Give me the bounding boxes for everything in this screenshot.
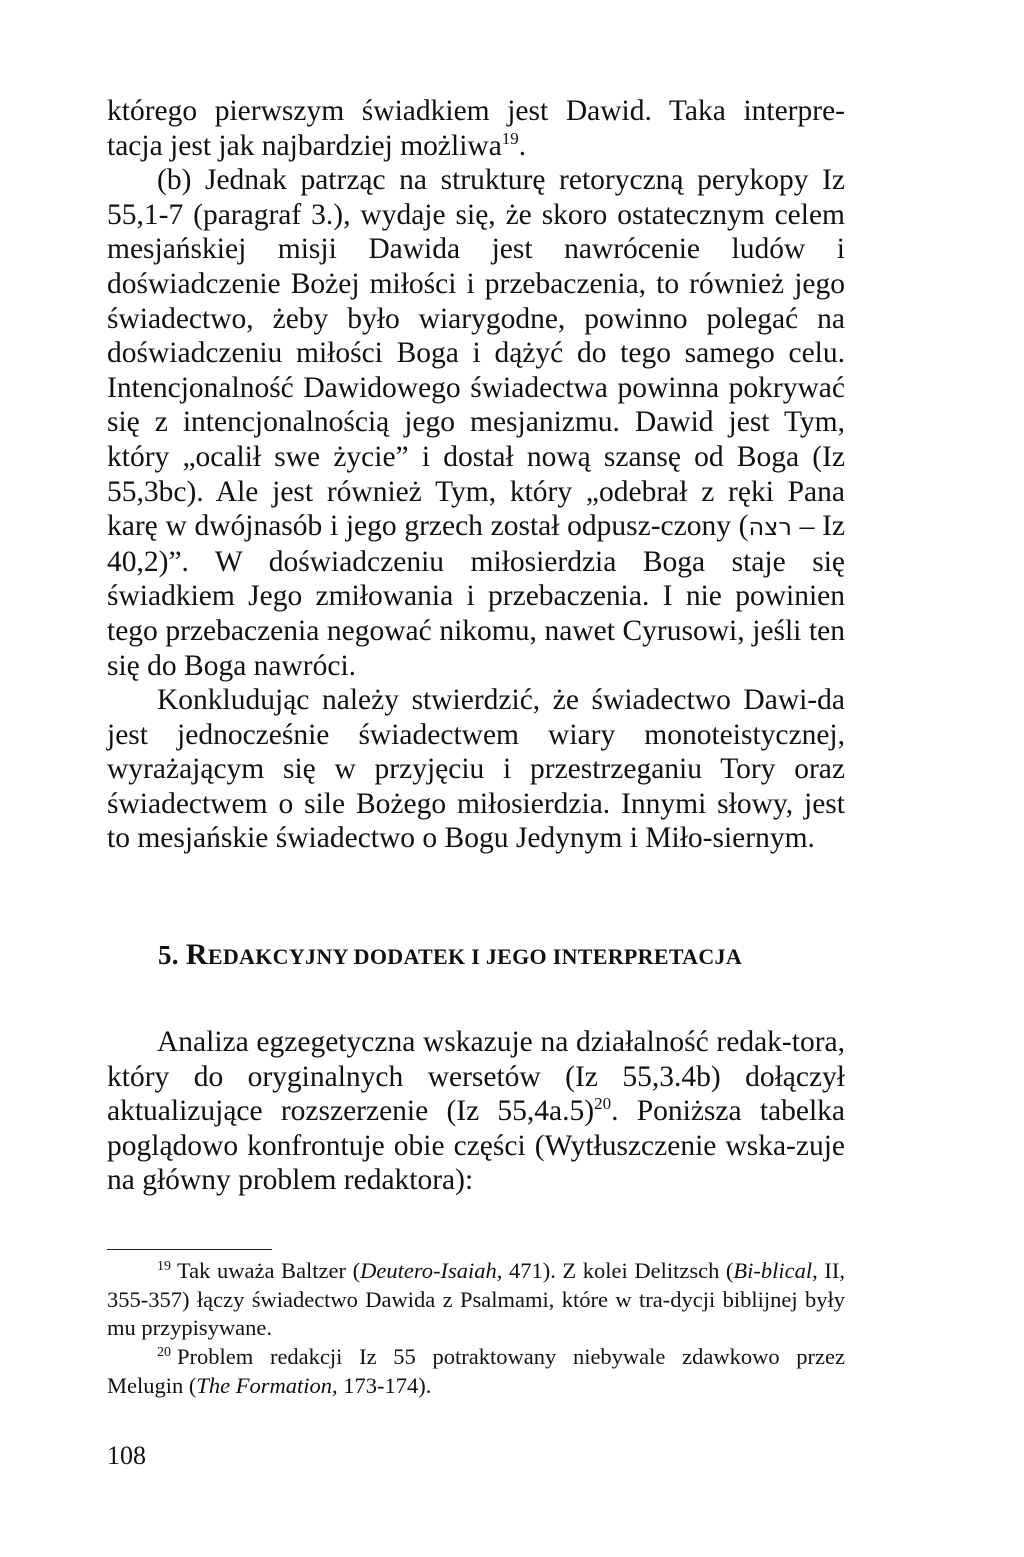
- paragraph-3: Konkludując należy stwierdzić, że świadectwo Dawi-da jest jednocześnie świadectwem wiary monoteistycznej, wyrażającym się w przyjęciu i przestrzeganiu Tory oraz świadectwem o sile Bożego miłosierdzia. Innymi słowy, jest to mesjańskie świadectwo o Bogu Jedynym i Miło-siernym.: [107, 684, 845, 855]
- footnote-20-number: 20: [157, 1344, 171, 1360]
- paragraph-1: [107, 94, 845, 163]
- hebrew-word: רצה: [748, 513, 792, 542]
- section-number: 5.: [158, 940, 179, 970]
- footnote-19-text-3: , II, 355-357) łączy świadectwo Dawida z Psalmami, które w tra-dycji biblijnej były mu przypisywane.: [107, 1258, 845, 1341]
- footnote-ref-19[interactable]: 19: [501, 128, 519, 148]
- footnote-19: [107, 1257, 845, 1343]
- footnote-20: [107, 1343, 845, 1400]
- footnote-19-number: 19: [157, 1258, 171, 1274]
- footnote-20-text-2: , 173-174).: [332, 1372, 432, 1398]
- footnote-20-title-1: The Formation: [196, 1372, 333, 1398]
- page-number: 108: [107, 1441, 146, 1470]
- section-body: [107, 1025, 845, 1198]
- paragraph-4-text-before: Analiza egzegetyczna wskazuje na działalność redak-tora, który do oryginalnych wersetów (Iz 55,3.4b) dołączył aktualizujące rozszerzenie (Iz 55,4a.5): [107, 1026, 845, 1128]
- section-title-rest: EDAKCYJNY DODATEK I JEGO INTERPRETACJA: [207, 944, 743, 969]
- footnote-19-text-1: Tak uważa Baltzer (: [177, 1258, 361, 1283]
- footnote-20-text-1: Problem redakcji Iz 55 potraktowany niebywale zdawkowo przez Melugin (: [107, 1344, 845, 1398]
- section-title-first-letter: R: [185, 938, 208, 971]
- footnote-19-title-2: Bi-blical: [733, 1258, 813, 1283]
- footnote-19-title-1: Deutero-Isaiah: [360, 1258, 497, 1283]
- paragraph-2-text-after: – Iz 40,2)”. W doświadczeniu miłosierdzia Boga staje się świadkiem Jego zmiłowania i przebaczenia. I nie powinien tego przebaczenia negować nikomu, nawet Cyrusowi, jeśli ten się do Boga nawróci.: [107, 510, 846, 682]
- footnote-ref-20[interactable]: 20: [594, 1094, 612, 1114]
- footnotes: [107, 1257, 845, 1401]
- paragraph-4: [107, 1025, 845, 1198]
- paragraph-1-line-2: tacja jest jak najbardziej możliwa: [107, 129, 502, 162]
- paragraph-1-line-2-end: .: [518, 129, 527, 162]
- footnote-divider: [107, 1249, 272, 1250]
- section-heading: [158, 938, 858, 972]
- footnote-19-text-2: , 471). Z kolei Delitzsch (: [496, 1258, 734, 1283]
- paragraph-1-line-1: którego pierwszym świadkiem jest Dawid. Taka interpre-: [107, 95, 845, 127]
- body-text: [107, 94, 845, 856]
- paragraph-2-text-before: (b) Jednak patrząc na strukturę retoryczną perykopy Iz 55,1-7 (paragraf 3.), wydaje się, że skoro ostatecznym celem mesjańskiej misji Dawida jest nawrócenie ludów i doświadczenie Bożej miłości i przebaczenia, to również jego świadectwo, żeby było wiarygodne, powinno polegać na doświadczeniu miłości Boga i dążyć do tego samego celu. Intencjonalność Dawidowego świadectwa powinna pokrywać się z intencjonalnością jego mesjanizmu. Dawid jest Tym, który „ocalił swe życie” i dostał nową szansę od Boga (Iz 55,3bc). Ale jest również Tym, który „odebrał z ręki Pana karę w dwójnasób i jego grzech został odpusz-czony (: [107, 164, 845, 543]
- paragraph-4-text-after: . Poniższa tabelka poglądowo konfrontuje obie części (Wytłuszczenie wska-zuje na główny problem redaktora):: [107, 1095, 845, 1197]
- paragraph-2: [107, 163, 845, 683]
